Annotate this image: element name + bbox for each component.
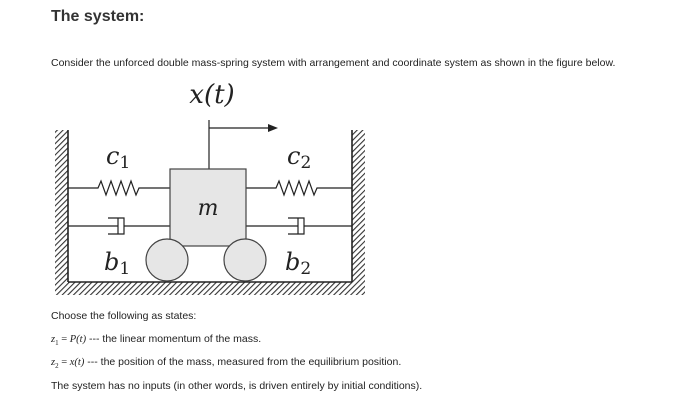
wheel-right: [224, 239, 266, 281]
state-1-equation: $z_1 = P(t)$: [51, 334, 87, 348]
spring-left: [68, 181, 170, 195]
floor: [55, 282, 365, 295]
damper-right: [246, 218, 352, 234]
mass-label: m: [197, 196, 219, 221]
right-wall: [352, 130, 365, 295]
position-label: x(t): [189, 80, 235, 110]
intro-text: Consider the unforced double mass-spring system with arrangement and coordinate system as shown in the figure below.: [51, 57, 616, 69]
state-2-definition: [51, 356, 401, 370]
footer-text: The system has no inputs (in other words, is driven entirely by initial conditions).: [51, 380, 423, 392]
state-1-description: --- the linear momentum of the mass.: [86, 333, 262, 345]
section-heading: The system:: [51, 8, 145, 25]
spring-right-label: c2: [287, 142, 312, 173]
state-2-description: --- the position of the mass, measured from the equilibrium position.: [84, 356, 402, 368]
damper-left: [68, 218, 170, 234]
position-arrowhead: [268, 124, 278, 132]
spring-left-label: c1: [106, 142, 131, 173]
spring-right: [246, 181, 352, 195]
left-wall: [55, 130, 68, 295]
wheel-left: [146, 239, 188, 281]
state-2-equation: $z_2 = x(t)$: [51, 357, 85, 371]
damper-right-label: b2: [285, 248, 312, 279]
damper-left-label: b1: [104, 248, 131, 279]
states-intro: Choose the following as states:: [51, 310, 197, 322]
state-1-definition: [51, 333, 261, 347]
